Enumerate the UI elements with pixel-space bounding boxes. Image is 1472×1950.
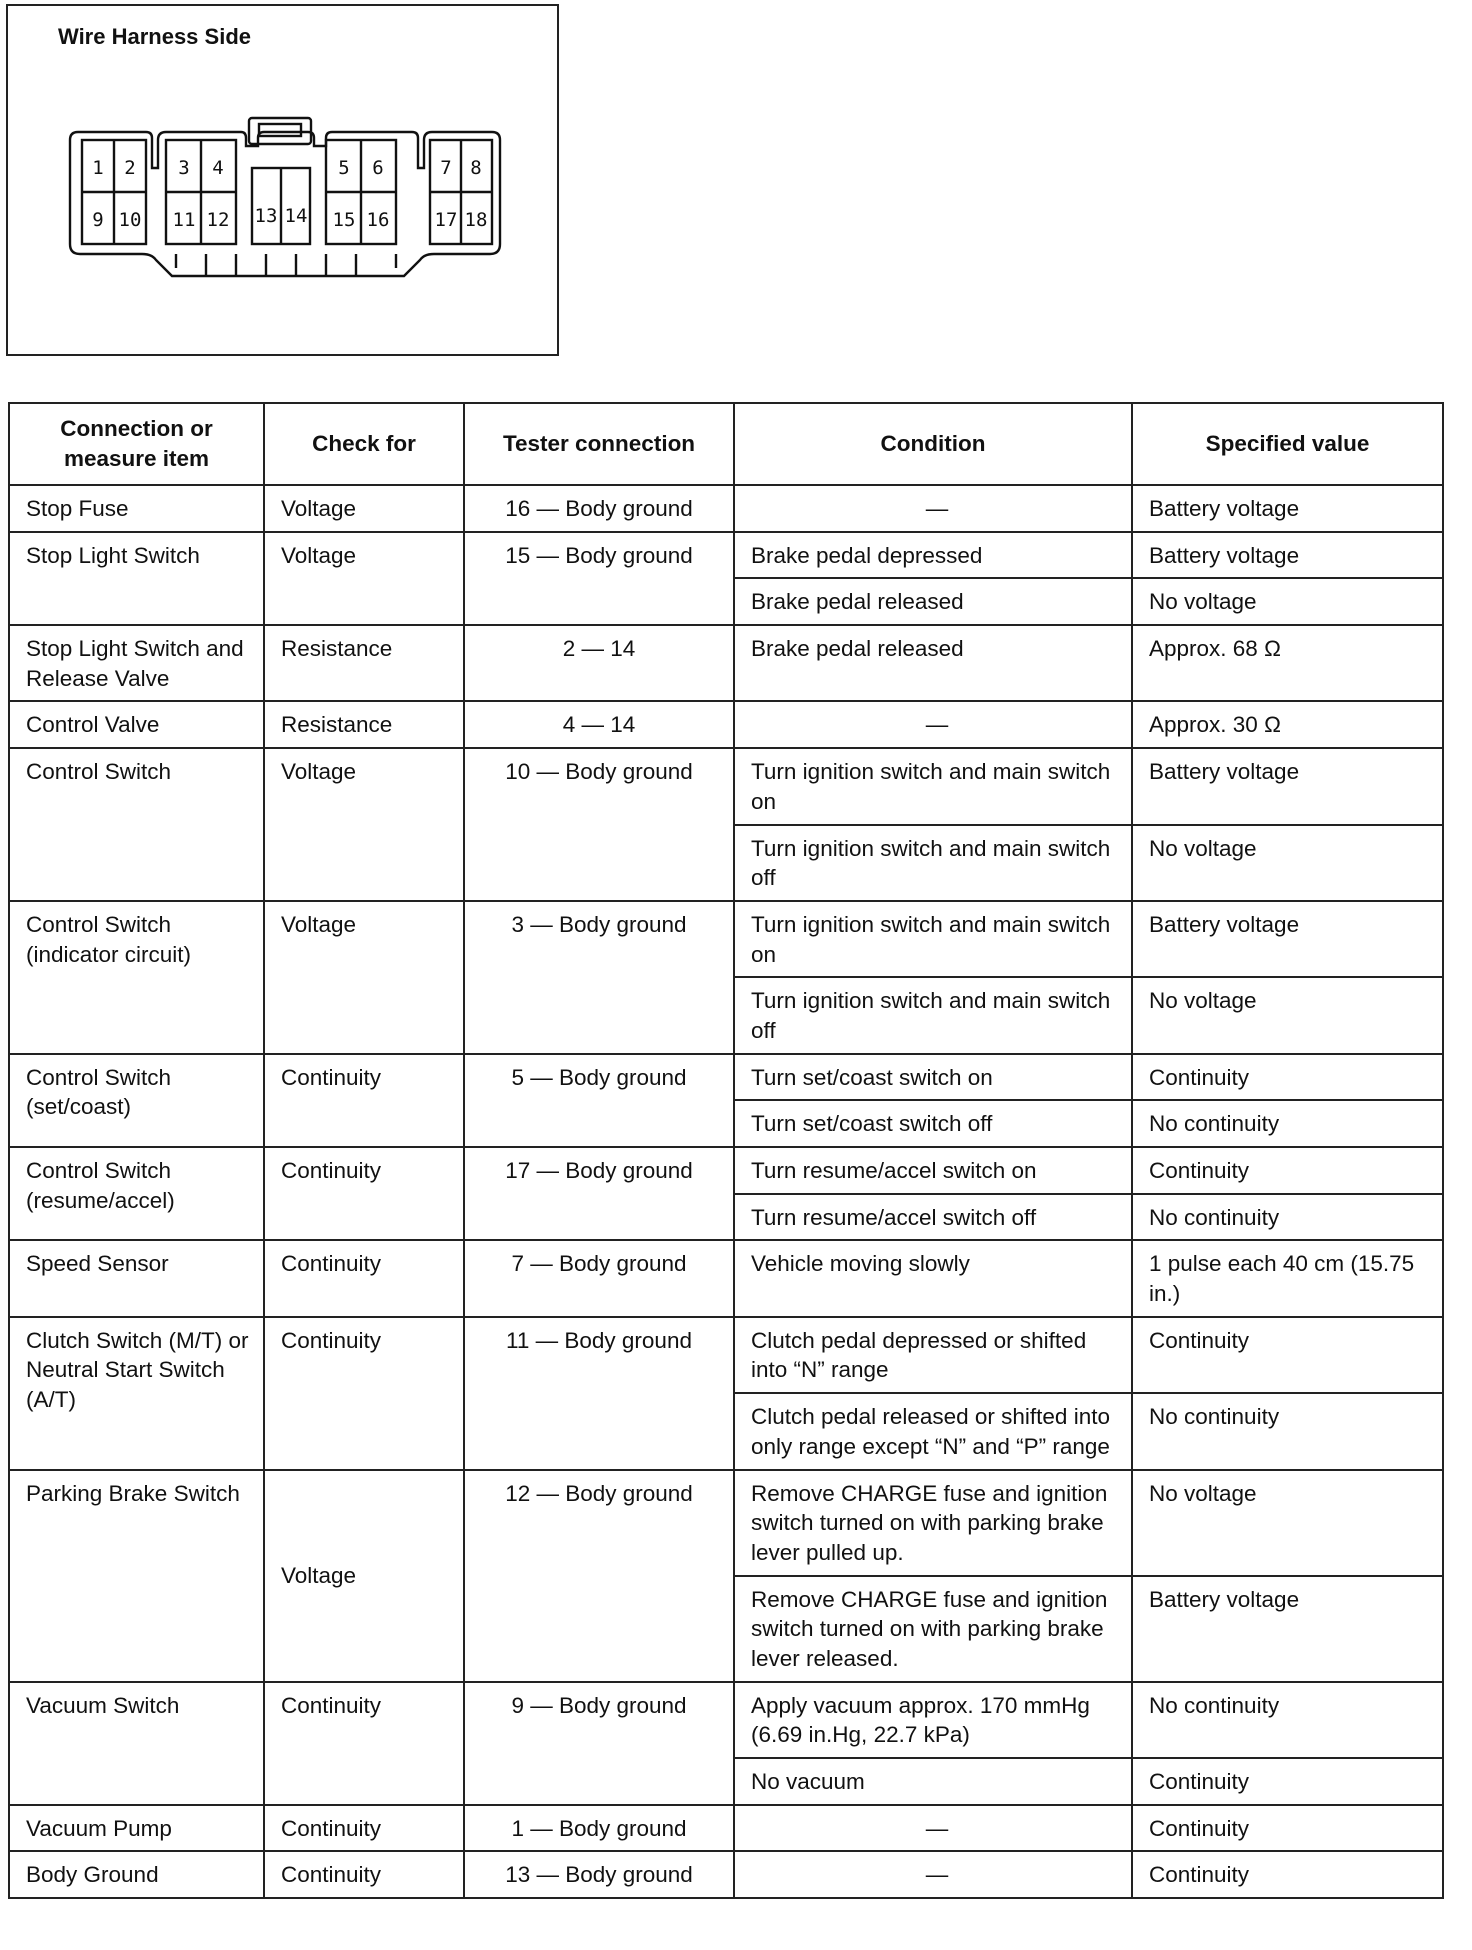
check-cell: Resistance [264,701,464,748]
table-header-row [9,403,1443,485]
value-cell: Approx. 30 Ω [1132,701,1443,748]
tester-cell: 1 — Body ground [464,1805,734,1852]
check-cell: Voltage [264,1470,464,1682]
pin-label: 16 [366,209,390,231]
value-cell: No voltage [1132,1470,1443,1576]
table-row [9,1054,1443,1101]
check-cell: Voltage [264,532,464,625]
tester-cell: 13 — Body ground [464,1851,734,1898]
value-cell: No voltage [1132,578,1443,625]
value-cell: Continuity [1132,1317,1443,1393]
item-cell: Clutch Switch (M/T) or Neutral Start Switch (A/T) [9,1317,264,1470]
tester-cell: 12 — Body ground [464,1470,734,1682]
table-row [9,1470,1443,1576]
header-tester: Tester connection [464,403,734,485]
pin-label: 6 [372,157,384,179]
table-row [9,1240,1443,1316]
value-cell: No continuity [1132,1682,1443,1758]
pin-label: 15 [332,209,356,231]
condition-cell: — [734,485,1132,532]
table-row [9,485,1443,532]
check-cell: Continuity [264,1317,464,1470]
tester-cell: 15 — Body ground [464,532,734,625]
table-row [9,1805,1443,1852]
header-condition: Condition [734,403,1132,485]
pin-label: 3 [178,157,190,179]
check-cell: Continuity [264,1054,464,1147]
value-cell: Continuity [1132,1851,1443,1898]
value-cell: Battery voltage [1132,901,1443,977]
table-row [9,901,1443,977]
tester-cell: 11 — Body ground [464,1317,734,1470]
pin-label: 17 [434,209,458,231]
header-check: Check for [264,403,464,485]
condition-cell: Turn ignition switch and main switch on [734,748,1132,824]
condition-cell: Turn ignition switch and main switch off [734,825,1132,901]
check-cell: Continuity [264,1147,464,1240]
condition-cell: Brake pedal depressed [734,532,1132,579]
table-row [9,1682,1443,1758]
condition-cell: — [734,1805,1132,1852]
table-row [9,532,1443,579]
check-cell: Voltage [264,485,464,532]
condition-cell: Clutch pedal released or shifted into only range except “N” and “P” range [734,1393,1132,1469]
condition-cell: No vacuum [734,1758,1132,1805]
item-cell: Vacuum Pump [9,1805,264,1852]
tester-cell: 5 — Body ground [464,1054,734,1147]
table-row [9,1147,1443,1194]
pin-label: 4 [212,157,224,179]
condition-cell: Vehicle moving slowly [734,1240,1132,1316]
pin-label: 9 [92,209,104,231]
item-cell: Control Valve [9,701,264,748]
table-row [9,701,1443,748]
value-cell: Continuity [1132,1758,1443,1805]
condition-cell: Brake pedal released [734,625,1132,701]
value-cell: Battery voltage [1132,485,1443,532]
tester-cell: 2 — 14 [464,625,734,701]
pin-label: 10 [118,209,142,231]
item-cell: Parking Brake Switch [9,1470,264,1682]
value-cell: Battery voltage [1132,748,1443,824]
condition-cell: Turn set/coast switch off [734,1100,1132,1147]
value-cell: No voltage [1132,825,1443,901]
value-cell: No voltage [1132,977,1443,1053]
condition-cell: — [734,701,1132,748]
pin-label: 1 [92,157,104,179]
tester-cell: 3 — Body ground [464,901,734,1054]
item-cell: Control Switch (resume/accel) [9,1147,264,1240]
check-cell: Voltage [264,748,464,901]
item-cell: Control Switch (indicator circuit) [9,901,264,1054]
pin-label: 14 [284,205,308,227]
table-row [9,1851,1443,1898]
pin-label: 13 [254,205,278,227]
condition-cell: Apply vacuum approx. 170 mmHg (6.69 in.Hg, 22.7 kPa) [734,1682,1132,1758]
pin-label: 7 [440,157,452,179]
pin-label: 5 [338,157,350,179]
pin-label: 2 [124,157,136,179]
value-cell: Continuity [1132,1147,1443,1194]
item-cell: Stop Fuse [9,485,264,532]
check-cell: Continuity [264,1851,464,1898]
value-cell: Approx. 68 Ω [1132,625,1443,701]
tester-cell: 16 — Body ground [464,485,734,532]
connector-keys [176,254,396,276]
condition-cell: Remove CHARGE fuse and ignition switch turned on with parking brake lever released. [734,1576,1132,1682]
pin-label: 11 [172,209,196,231]
check-cell: Continuity [264,1240,464,1316]
connector-shell [70,132,500,276]
condition-cell: Turn set/coast switch on [734,1054,1132,1101]
header-item: Connection or measure item [9,403,264,485]
item-cell: Control Switch (set/coast) [9,1054,264,1147]
table-row [9,625,1443,701]
item-cell: Vacuum Switch [9,1682,264,1805]
connector-latch-inner [259,124,301,136]
tester-cell: 7 — Body ground [464,1240,734,1316]
condition-cell: Turn ignition switch and main switch off [734,977,1132,1053]
condition-cell: Turn resume/accel switch on [734,1147,1132,1194]
check-cell: Resistance [264,625,464,701]
condition-cell: — [734,1851,1132,1898]
table-body [9,485,1443,1898]
diagram-title: Wire Harness Side [58,24,251,49]
tester-cell: 10 — Body ground [464,748,734,901]
check-cell: Continuity [264,1805,464,1852]
check-cell: Voltage [264,901,464,1054]
value-cell: Continuity [1132,1054,1443,1101]
condition-cell: Remove CHARGE fuse and ignition switch turned on with parking brake lever pulled up. [734,1470,1132,1576]
value-cell: No continuity [1132,1100,1443,1147]
table-row [9,1317,1443,1393]
pin-label: 12 [206,209,230,231]
table-row [9,748,1443,824]
item-cell: Control Switch [9,748,264,901]
header-value: Specified value [1132,403,1443,485]
value-cell: No continuity [1132,1393,1443,1469]
value-cell: Battery voltage [1132,532,1443,579]
check-cell: Continuity [264,1682,464,1805]
value-cell: 1 pulse each 40 cm (15.75 in.) [1132,1240,1443,1316]
value-cell: Battery voltage [1132,1576,1443,1682]
value-cell: Continuity [1132,1805,1443,1852]
item-cell: Stop Light Switch [9,532,264,625]
tester-cell: 4 — 14 [464,701,734,748]
condition-cell: Brake pedal released [734,578,1132,625]
item-cell: Speed Sensor [9,1240,264,1316]
item-cell: Stop Light Switch and Release Valve [9,625,264,701]
tester-cell: 17 — Body ground [464,1147,734,1240]
condition-cell: Turn ignition switch and main switch on [734,901,1132,977]
value-cell: No continuity [1132,1194,1443,1241]
pin-label: 8 [470,157,482,179]
inspection-table [8,402,1444,1899]
tester-cell: 9 — Body ground [464,1682,734,1805]
item-cell: Body Ground [9,1851,264,1898]
condition-cell: Turn resume/accel switch off [734,1194,1132,1241]
connector-drawing [56,110,506,290]
condition-cell: Clutch pedal depressed or shifted into “N” range [734,1317,1132,1393]
pin-label: 18 [464,209,488,231]
